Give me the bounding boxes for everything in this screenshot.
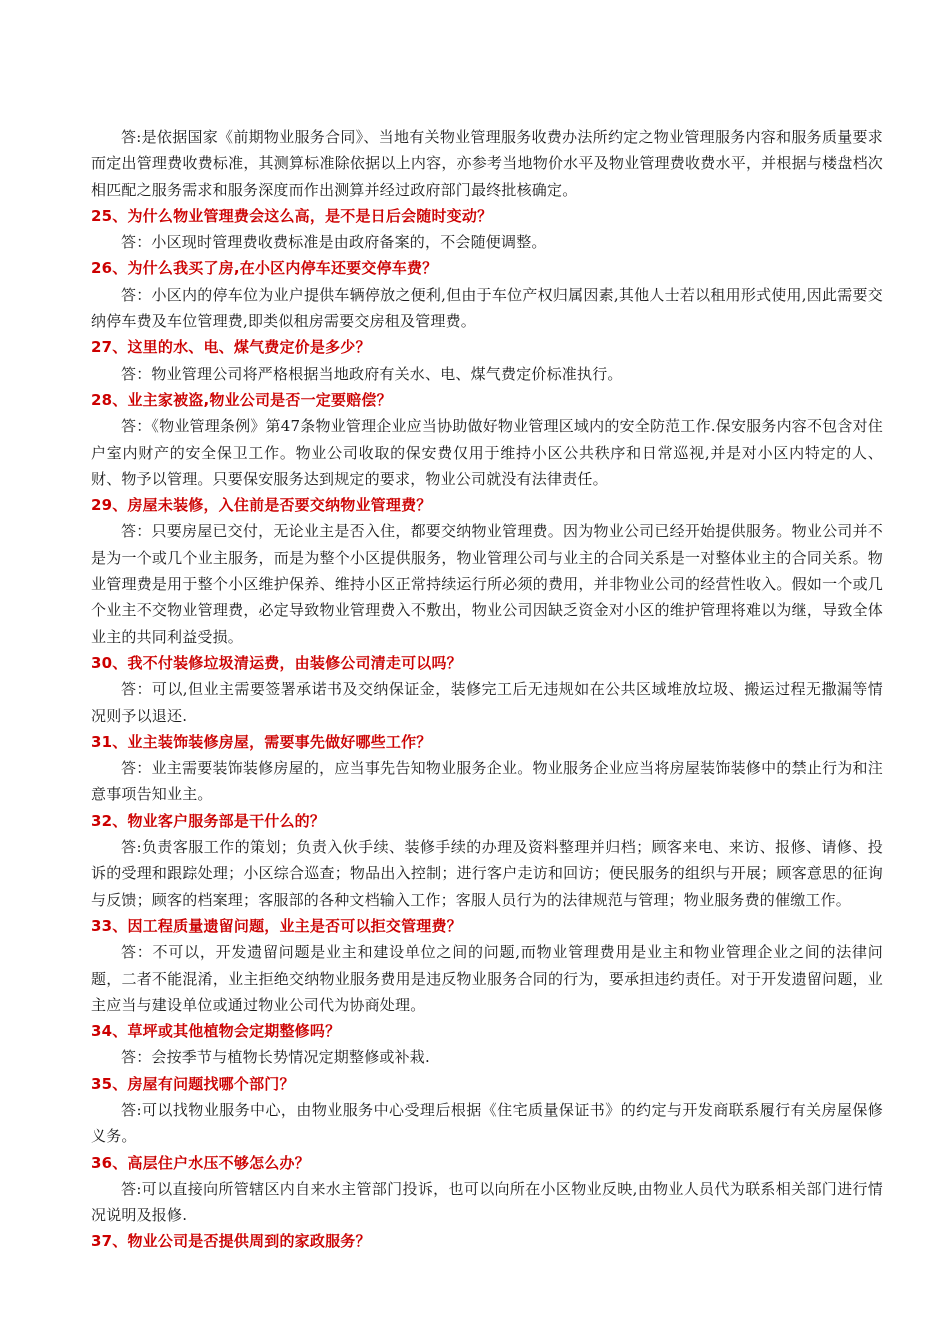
answer-28: 答：《物业管理条例》第47条物业管理企业应当协助做好物业管理区域内的安全防范工作.保安服务内容不包含对住户室内财产的安全保卫工作。物业公司收取的保安费仅用于维持小区公共秩序和日常巡视,并是对小区内特定的人、财、物予以管理。只要保安服务达到规定的要求，物业公司就没有法律责任。 bbox=[91, 417, 883, 488]
question-27: 27、这里的水、电、煤气费定价是多少？ bbox=[91, 338, 371, 357]
question-25: 25、为什么物业管理费会这么高，是不是日后会随时变动？ bbox=[91, 206, 493, 225]
answer-29: 答：只要房屋已交付，无论业主是否入住，都要交纳物业管理费。因为物业公司已经开始提供服务。物业公司并不是为一个或几个业主服务，而是为整个小区提供服务，物业管理公司与业主的合同关系是一对整体业主的合同关系。物业管理费是用于整个小区维护保养、维持小区正常持续运行所必须的费用，并非物业公司的经营性收入。假如一个或几个业主不交物业管理费，必定导致物业管理费入不敷出，物业公司因缺乏资金对小区的维护管理将难以为继，导致全体业主的共同利益受损。 bbox=[91, 522, 883, 646]
answer-26: 答：小区内的停车位为业户提供车辆停放之便利,但由于车位产权归属因素,其他人士若以租用形式使用,因此需要交纳停车费及车位管理费,即类似租房需要交房租及管理费。 bbox=[91, 285, 883, 331]
question-26: 26、为什么我买了房,在小区内停车还要交停车费？ bbox=[91, 259, 438, 278]
answer-31: 答：业主需要装饰装修房屋的，应当事先告知物业服务企业。物业服务企业应当将房屋装饰装修中的禁止行为和注意事项告知业主。 bbox=[91, 759, 883, 804]
answer-25: 答：小区现时管理费收费标准是由政府备案的，不会随便调整。 bbox=[121, 233, 547, 252]
question-33: 33、因工程质量遗留问题，业主是否可以拒交管理费？ bbox=[91, 916, 462, 935]
answer-34: 答：会按季节与植物长势情况定期整修或补栽. bbox=[121, 1048, 430, 1067]
question-31: 31、业主装饰装修房屋，需要事先做好哪些工作？ bbox=[91, 732, 432, 751]
answer-35: 答:可以找物业服务中心，由物业服务中心受理后根据《住宅质量保证书》的约定与开发商联系履行有关房屋保修义务。 bbox=[91, 1100, 883, 1146]
answer-33: 答：不可以，开发遗留问题是业主和建设单位之间的问题,而物业管理费用是业主和物业管理企业之间的法律问题，二者不能混淆，业主拒绝交纳物业服务费用是违反物业服务合同的行为，要承担违约责任。对于开发遗留问题，业主应当与建设单位或通过物业公司代为协商处理。 bbox=[91, 943, 883, 1014]
question-28: 28、业主家被盗,物业公司是否一定要赔偿？ bbox=[91, 390, 392, 409]
answer-27: 答：物业管理公司将严格根据当地政府有关水、电、煤气费定价标准执行。 bbox=[121, 364, 623, 383]
question-32: 32、物业客户服务部是干什么的？ bbox=[91, 811, 326, 830]
answer-36: 答:可以直接向所管辖区内自来水主管部门投诉，也可以向所在小区物业反映,由物业人员代为联系相关部门进行情况说明及报修. bbox=[91, 1179, 883, 1225]
answer-30: 答：可以,但业主需要签署承诺书及交纳保证金，装修完工后无违规如在公共区域堆放垃圾、搬运过程无撒漏等情况则予以退还. bbox=[91, 680, 883, 725]
question-29: 29、房屋未装修，入住前是否要交纳物业管理费？ bbox=[91, 496, 432, 515]
answer-32: 答:负责客服工作的策划；负责入伙手续、装修手续的办理及资料整理并归档；顾客来电、来访、报修、请修、投诉的受理和跟踪处理；小区综合巡查；物品出入控制；进行客户走访和回访；便民服务的组织与开展；顾客意思的征询与反馈；顾客的档案理；客服部的各种文档输入工作；客服人员行为的法律规范与管理；物业服务费的催缴工作。 bbox=[91, 838, 883, 909]
question-36: 36、高层住户水压不够怎么办？ bbox=[91, 1153, 310, 1172]
question-37: 37、物业公司是否提供周到的家政服务？ bbox=[91, 1232, 371, 1251]
question-34: 34、草坪或其他植物会定期整修吗？ bbox=[91, 1022, 341, 1041]
document-page bbox=[91, 124, 883, 1255]
answer-text-intro: 答:是依据国家《前期物业服务合同》、当地有关物业管理服务收费办法所约定之物业管理服务内容和服务质量要求而定出管理费收费标准，其测算标准除依据以上内容，亦参考当地物价水平及物业管理费收费水平，并根据与楼盘档次相匹配之服务需求和服务深度而作出测算并经过政府部门最终批核确定。 bbox=[91, 128, 883, 199]
question-35: 35、房屋有问题找哪个部门？ bbox=[91, 1074, 295, 1093]
question-30: 30、我不付装修垃圾清运费，由装修公司清走可以吗？ bbox=[91, 653, 462, 672]
